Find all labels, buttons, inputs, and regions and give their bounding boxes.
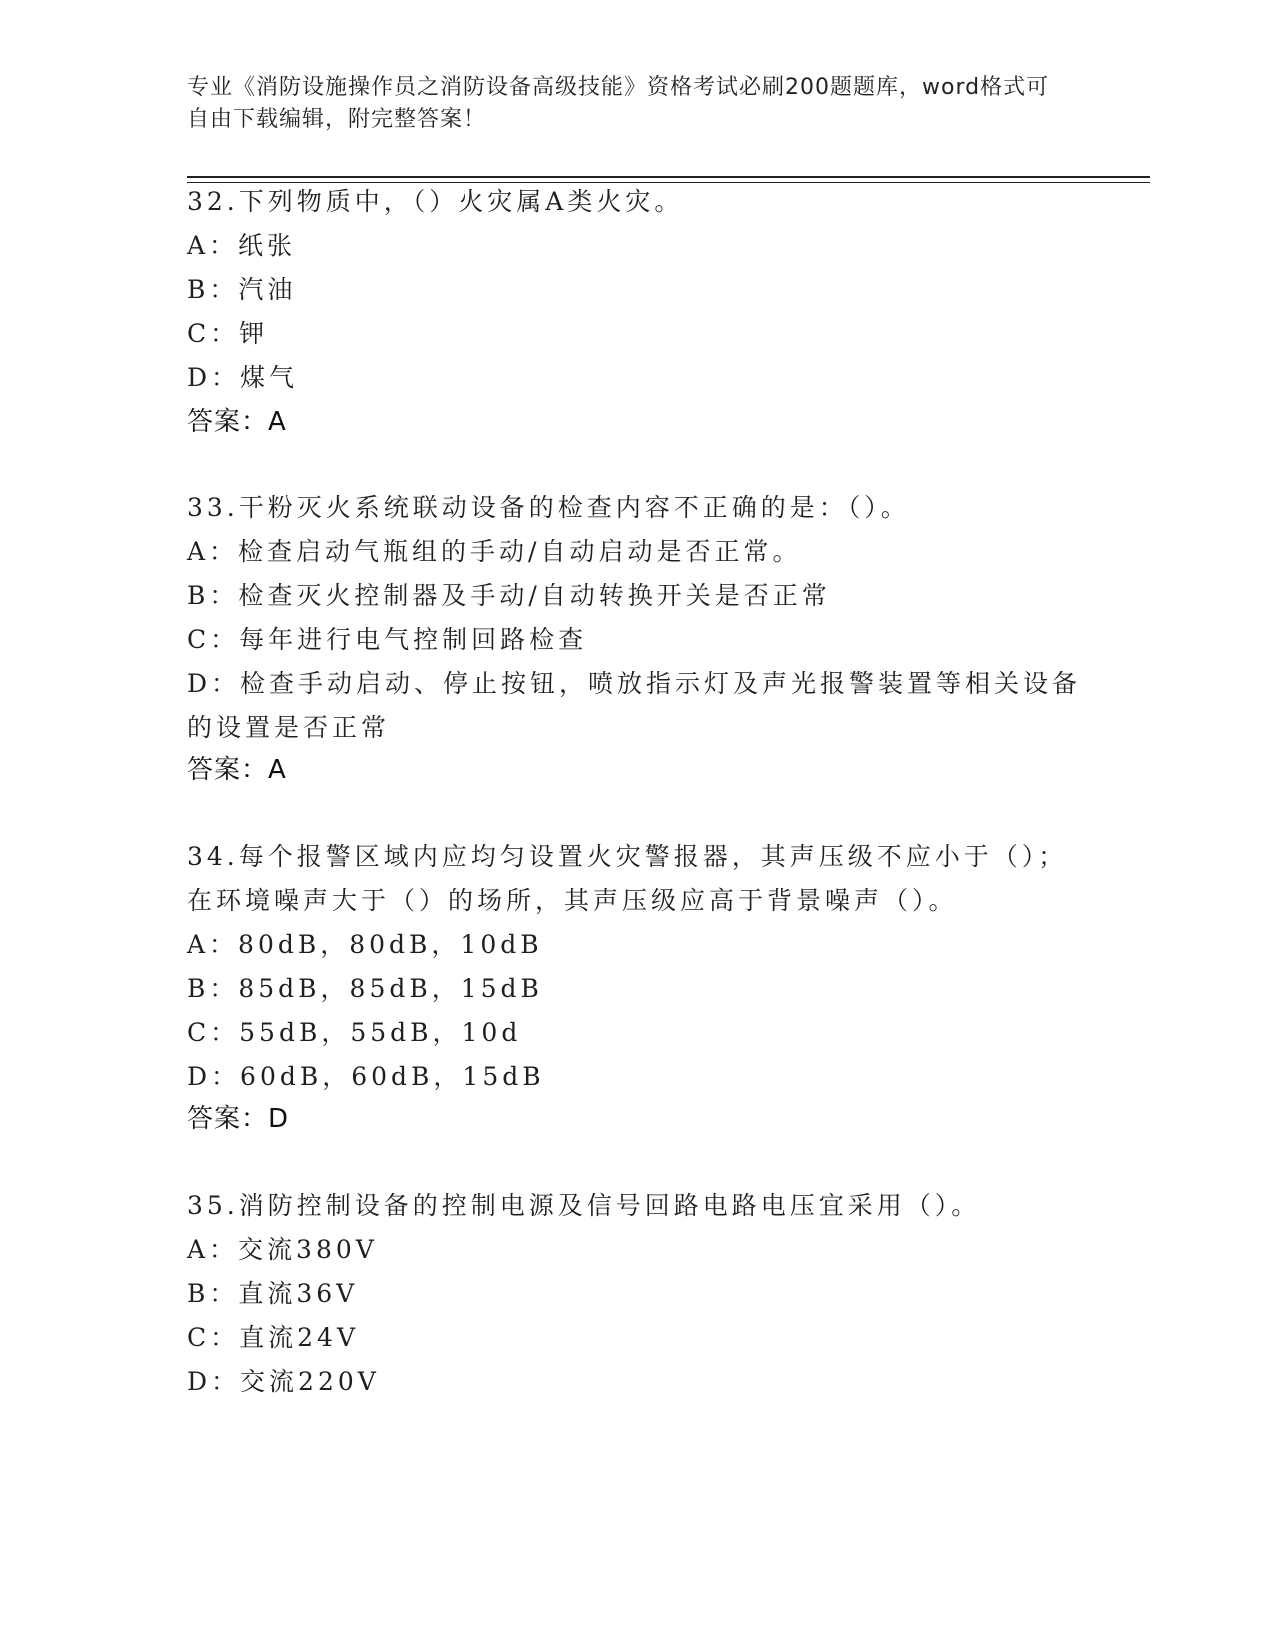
answer-label: 答案：D xyxy=(187,1104,290,1134)
option-d-continued: 的设置是否正常 xyxy=(187,713,391,742)
option-c: C：钾 xyxy=(187,319,269,348)
option-a: A：纸张 xyxy=(187,231,297,260)
option-b: B：直流36V xyxy=(187,1279,359,1308)
question-stem-continued: 在环境噪声大于（）的场所，其声压级应高于背景噪声（）。 xyxy=(187,886,958,915)
option-d: D：交流220V xyxy=(187,1367,380,1396)
option-d: D：检查手动启动、停止按钮，喷放指示灯及声光报警装置等相关设备 xyxy=(187,669,1082,698)
option-a: A：交流380V xyxy=(187,1235,378,1264)
option-a: A：检查启动气瓶组的手动/自动启动是否正常。 xyxy=(187,537,802,566)
question-stem: 35.消防控制设备的控制电源及信号回路电路电压宜采用（）。 xyxy=(187,1191,981,1220)
option-a: A：80dB，80dB，10dB xyxy=(187,930,543,959)
option-d: D：煤气 xyxy=(187,363,299,392)
option-b: B：检查灭火控制器及手动/自动转换开关是否正常 xyxy=(187,581,831,610)
document-header: 专业《消防设施操作员之消防设备高级技能》资格考试必刷200题题库，word格式可自由下载编辑，附完整答案！ xyxy=(187,75,1050,132)
question-stem: 33.干粉灭火系统联动设备的检查内容不正确的是：（）。 xyxy=(187,493,910,522)
answer-label: 答案：A xyxy=(187,755,287,785)
header-divider-thick xyxy=(187,176,1150,178)
option-d: D：60dB，60dB，15dB xyxy=(187,1062,545,1091)
question-stem: 34.每个报警区域内应均匀设置火灾警报器，其声压级不应小于（）； xyxy=(187,842,1068,871)
header-divider-thin xyxy=(187,182,1150,183)
answer-label: 答案：A xyxy=(187,407,287,437)
option-b: B：85dB，85dB，15dB xyxy=(187,974,543,1003)
option-c: C：每年进行电气控制回路检查 xyxy=(187,625,588,654)
option-c: C：55dB，55dB，10d xyxy=(187,1018,522,1047)
question-stem: 32.下列物质中，（）火灾属A类火灾。 xyxy=(187,187,684,216)
option-b: B：汽油 xyxy=(187,275,297,304)
option-c: C：直流24V xyxy=(187,1323,359,1352)
